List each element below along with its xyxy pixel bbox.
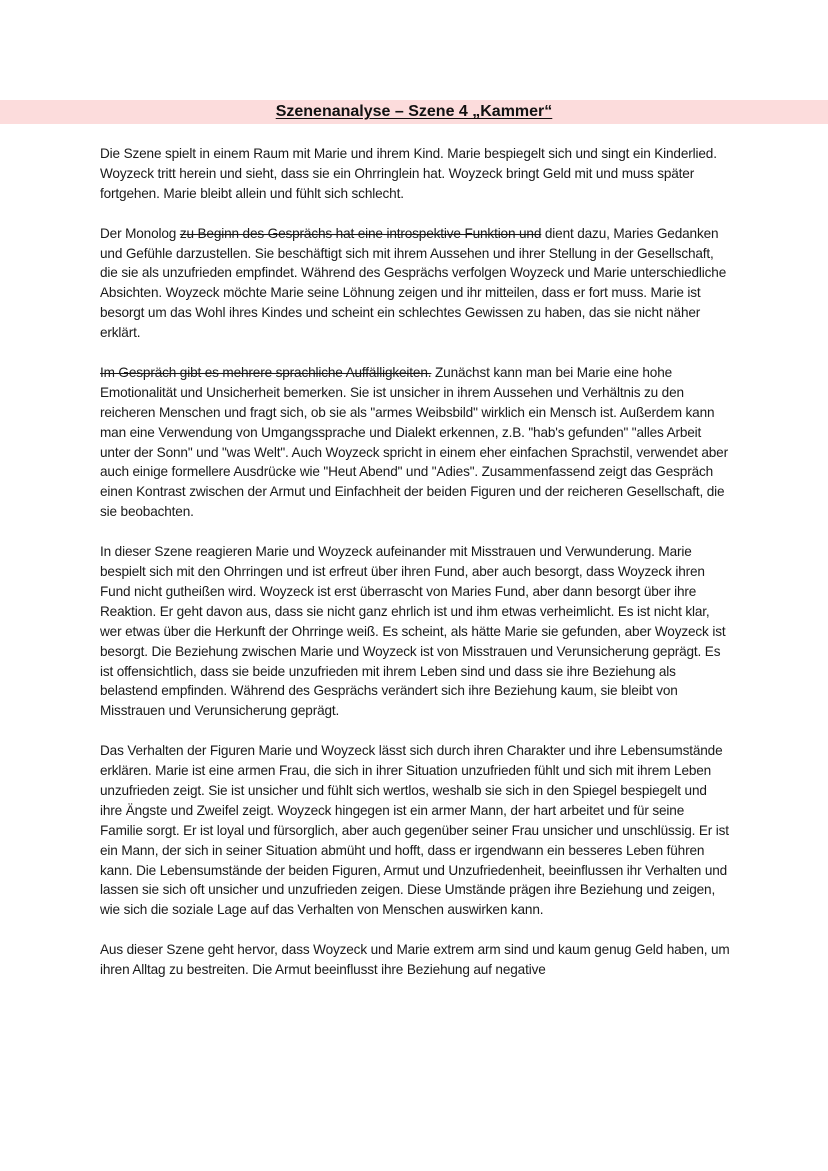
page-title: Szenenanalyse – Szene 4 „Kammer“: [275, 103, 553, 120]
paragraph-text: Der Monolog: [100, 225, 180, 241]
struck-text: zu Beginn des Gesprächs hat eine introspektive Funktion und: [179, 225, 542, 241]
paragraph-behavior: Das Verhalten der Figuren Marie und Woyzeck lässt sich durch ihren Charakter und ihre Lebensumstände erklären. Marie ist eine armen Frau, die sich in ihrer Situation unzufrieden fühlt und sich mit ihrem Leben unzufrieden zeigt. Sie ist unsicher und fühlt sich wertlos, weshalb sie sich in den Spiegel bespiegelt und ihre Ängste und Zweifel zeigt. Woyzeck hingegen ist ein armer Mann, der hart arbeitet und für seine Familie sorgt. Er ist loyal und fürsorglich, aber auch gegenüber seiner Frau unsicher und unschlüssig. Er ist ein Mann, der sich in seiner Situation abmüht und hofft, dass er irgendwann ein besseres Leben führen kann. Die Lebensumstände der beiden Figuren, Armut und Unzufriedenheit, beeinflussen ihr Verhalten und lassen sie sich oft unsicher und unzufrieden zeigen. Diese Umstände prägen ihre Beziehung und zeigen, wie sich die soziale Lage auf das Verhalten von Menschen auswirken kann.: [100, 743, 729, 918]
struck-text: Im Gespräch gibt es mehrere sprachliche Auffälligkeiten.: [100, 364, 432, 380]
document-body: [100, 144, 730, 1000]
paragraph-monolog: [100, 224, 730, 343]
paragraph-scene-summary: Die Szene spielt in einem Raum mit Marie und ihrem Kind. Marie bespiegelt sich und singt ein Kinderlied. Woyzeck tritt herein und sieht, dass sie ein Ohrringlein hat. Woyzeck bringt Geld mit und muss später fortgehen. Marie bleibt allein und fühlt sich schlecht.: [100, 146, 717, 201]
paragraph-language: [100, 363, 730, 522]
paragraph-poverty: Aus dieser Szene geht hervor, dass Woyzeck und Marie extrem arm sind und kaum genug Geld haben, um ihren Alltag zu bestreiten. Die Armut beeinflusst ihre Beziehung auf negative: [100, 942, 730, 978]
paragraph-text: Zunächst kann man bei Marie eine hohe Emotionalität und Unsicherheit bemerken. Sie ist unsicher in ihrem Aussehen und Verhältnis zu den reicheren Menschen und fragt sich, ob sie als "armes Weibsbild" wirklich ein Mensch ist. Außerdem kann man eine Verwendung von Umgangssprache und Dialekt erkennen, z.B. "hab's gefunden" "alles Arbeit unter der Sonn" und "was Welt". Auch Woyzeck spricht in einem eher einfachen Sprachstil, verwendet aber auch einige formellere Ausdrücke wie "Heut Abend" und "Adies". Zusammenfassend zeigt das Gespräch einen Kontrast zwischen der Armut und Einfachheit der beiden Figuren und der reicheren Gesellschaft, die sie beobachten.: [100, 364, 728, 520]
paragraph-relationship: In dieser Szene reagieren Marie und Woyzeck aufeinander mit Misstrauen und Verwunderung. Marie bespielt sich mit den Ohrringen und ist erfreut über ihren Fund, aber auch besorgt, dass Woyzeck ihren Fund nicht gutheißen wird. Woyzeck ist erst überrascht von Maries Fund, aber dann besorgt über ihre Reaktion. Er geht davon aus, dass sie nicht ganz ehrlich ist und ihm etwas verheimlicht. Es ist nicht klar, wer etwas über die Herkunft der Ohrringe weiß. Es scheint, als hätte Marie sie gefunden, aber Woyzeck ist besorgt. Die Beziehung zwischen Marie und Woyzeck ist von Misstrauen und Verunsicherung geprägt. Es ist offensichtlich, dass sie beide unzufrieden mit ihrem Leben sind und dass sie ihre Beziehung als belastend empfinden. Während des Gesprächs verändert sich ihre Beziehung kaum, sie bleibt von Misstrauen und Verunsicherung geprägt.: [100, 544, 726, 719]
paragraph-text: dient dazu, Maries Gedanken und Gefühle darzustellen. Sie beschäftigt sich mit ihrem Aussehen und ihrer Stellung in der Gesellschaft, die sie als unzufrieden empfindet. Während des Gesprächs verfolgen Woyzeck und Marie unterschiedliche Absichten. Woyzeck möchte Marie seine Löhnung zeigen und ihr mitteilen, dass er fort muss. Marie ist besorgt um das Wohl ihres Kindes und scheint ein schlechtes Gewissen zu haben, das sie nicht näher erklärt.: [100, 225, 727, 341]
